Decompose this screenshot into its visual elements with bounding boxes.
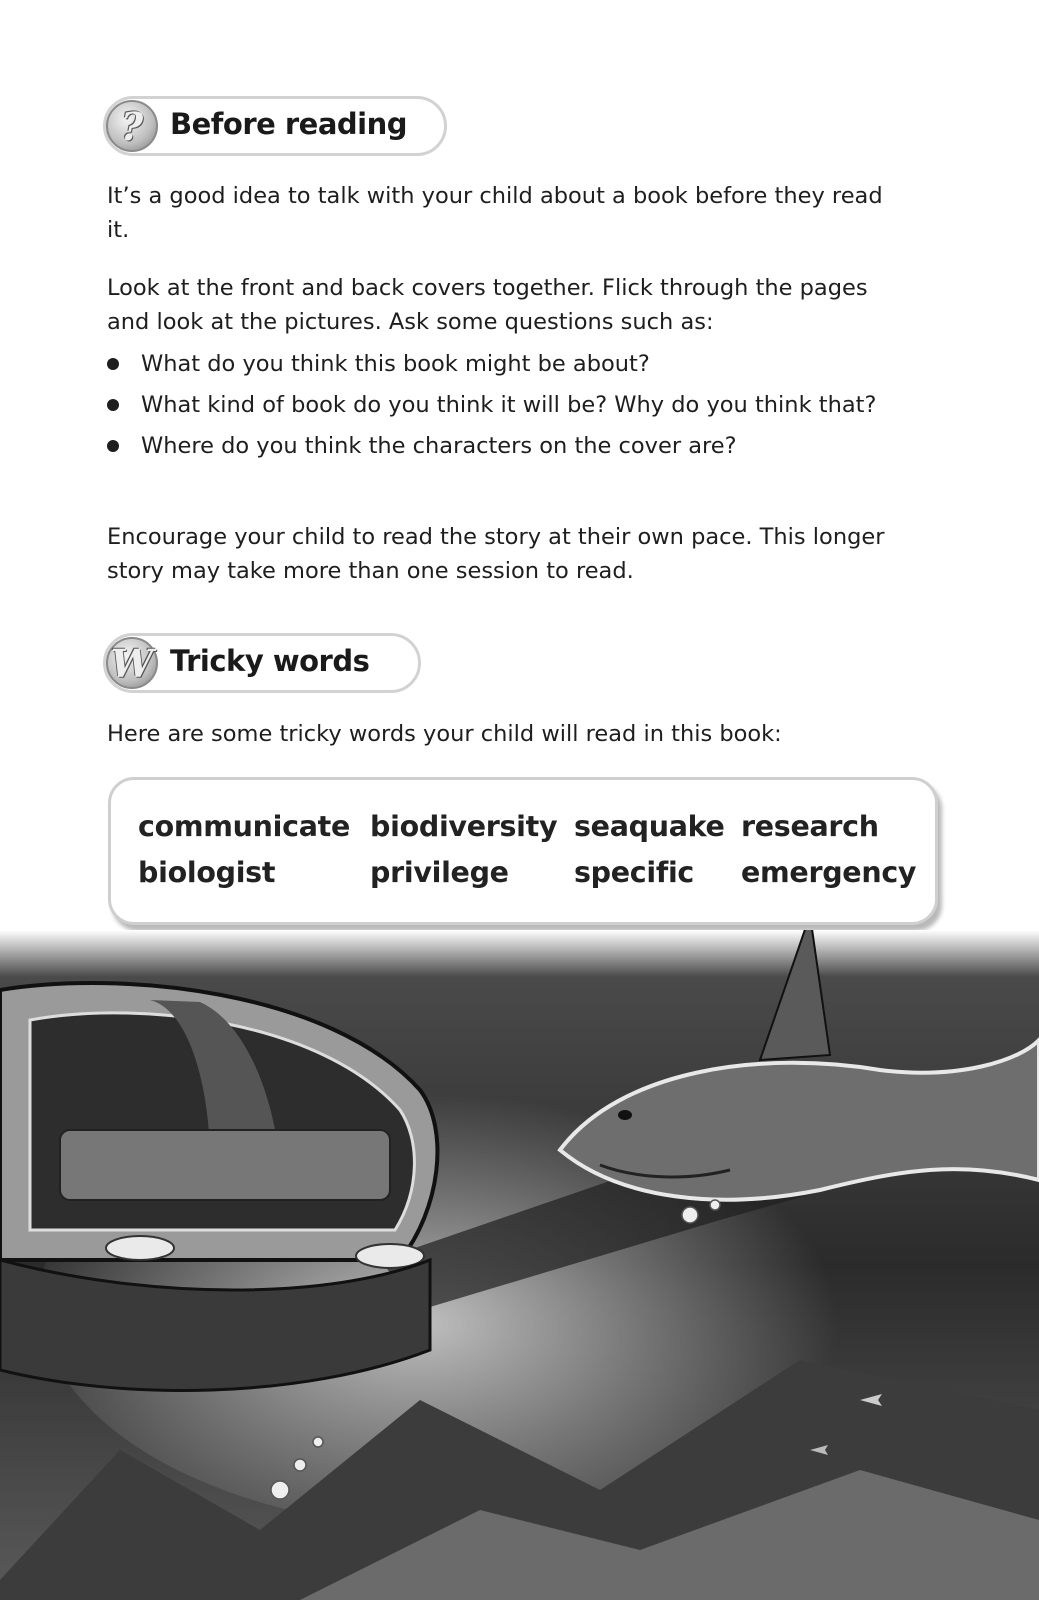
pace-paragraph: Encourage your child to read the story at their own pace. This longer story may take more than one session to read. xyxy=(107,524,885,584)
bullet-icon xyxy=(107,440,119,452)
list-item: What kind of book do you think it will be? Why do you think that? xyxy=(107,388,887,422)
tricky-word: privilege xyxy=(370,856,509,889)
list-item: What do you think this book might be about? xyxy=(107,347,887,381)
w-letter-icon: W xyxy=(106,637,158,689)
tricky-words-title: Tricky words xyxy=(170,644,370,678)
bullet-icon xyxy=(107,399,119,411)
underwater-illustration xyxy=(0,930,1039,1600)
tricky-word: communicate xyxy=(138,810,350,843)
tricky-word: biodiversity xyxy=(370,810,558,843)
covers-paragraph: Look at the front and back covers together. Flick through the pages and look at the pictures. Ask some questions such as: xyxy=(107,275,868,335)
tricky-words-intro: Here are some tricky words your child will read in this book: xyxy=(107,721,782,747)
question-list xyxy=(107,347,887,470)
tricky-word: research xyxy=(741,810,879,843)
before-reading-title: Before reading xyxy=(170,107,408,141)
tricky-word: emergency xyxy=(741,856,917,889)
tricky-words-header xyxy=(103,633,421,693)
tricky-word: biologist xyxy=(138,856,276,889)
intro-paragraph: It’s a good idea to talk with your child about a book before they read it. xyxy=(107,183,883,243)
question-mark-icon: ? xyxy=(106,100,158,152)
tricky-words-box xyxy=(108,777,938,925)
bullet-icon xyxy=(107,358,119,370)
tricky-word: specific xyxy=(574,856,695,889)
tricky-word: seaquake xyxy=(574,810,725,843)
list-item: Where do you think the characters on the cover are? xyxy=(107,429,887,463)
before-reading-header xyxy=(103,96,447,156)
